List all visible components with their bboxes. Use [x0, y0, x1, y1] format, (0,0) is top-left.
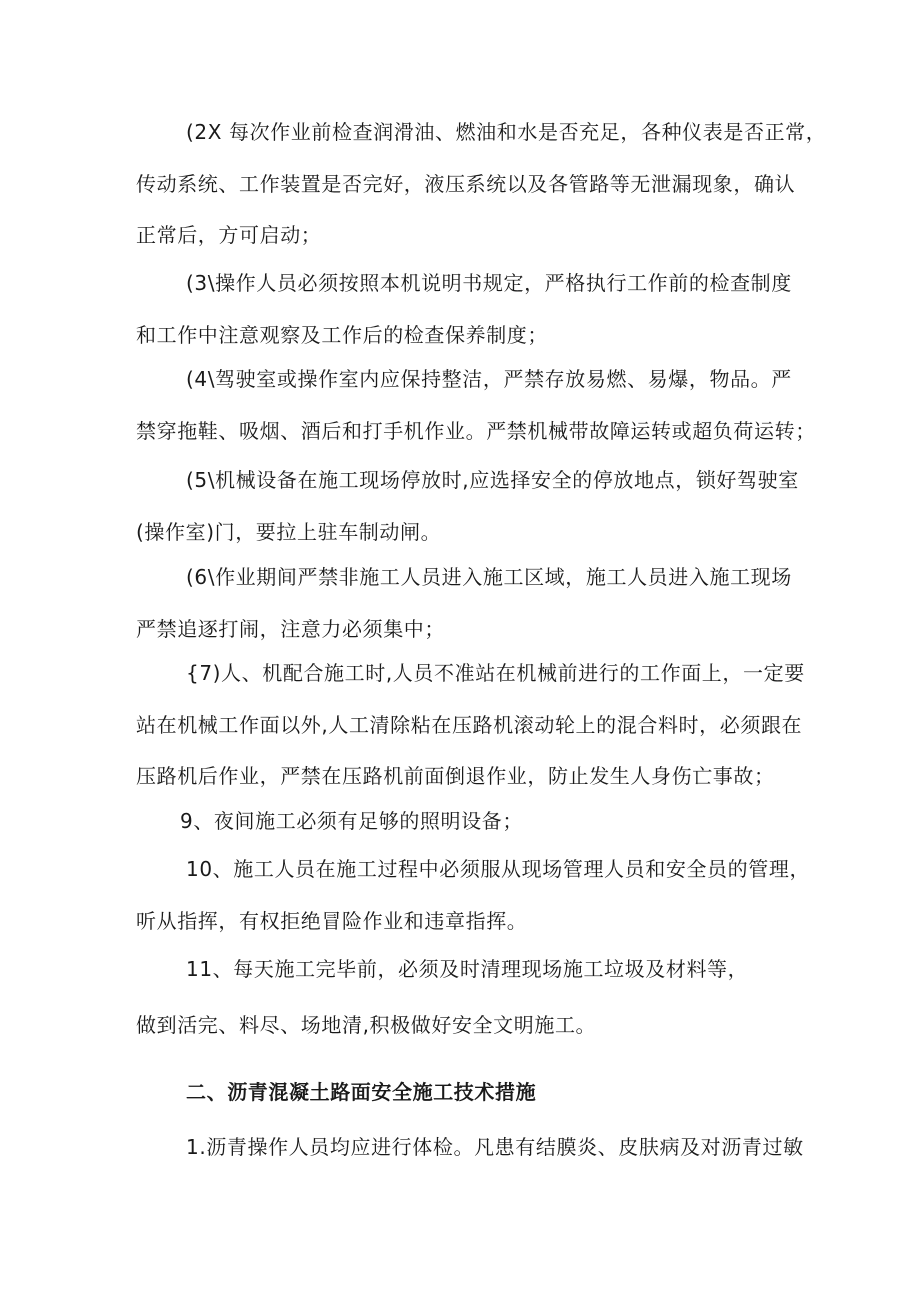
paragraph-7: [136, 648, 805, 803]
paragraph-5: [136, 455, 799, 558]
paragraph-10: [136, 844, 811, 947]
text-line: 传动系统、工作装置是否完好，液压系统以及各管路等无泄漏现象，确认: [136, 171, 796, 196]
text-line: (操作室)门，要拉上驻车制动闸。: [136, 519, 442, 544]
text-line: 正常后，方可启动；: [136, 223, 322, 247]
paragraph-3: [136, 258, 796, 361]
text-line: 做到活完、料尽、场地清,积极做好安全文明施工。: [136, 1013, 597, 1037]
text-line: 压路机后作业，严禁在压路机前面倒退作业，防止发生人身伤亡事故；: [136, 764, 775, 788]
text-line: (5\机械设备在施工现场停放时,应选择安全的停放地点，锁好驾驶室: [186, 468, 799, 492]
paragraph-11-continued: [136, 1000, 796, 1052]
paragraph-11: [136, 944, 796, 996]
paragraph-6: [136, 552, 796, 655]
paragraph-4: [136, 354, 816, 457]
text-line: 1.沥青操作人员均应进行体检。凡患有结膜炎、皮肤病及对沥青过敏: [186, 1135, 804, 1159]
text-line: 听从指挥，有权拒绝冒险作业和违章指挥。: [136, 908, 528, 933]
text-line: 10、施工人员在施工过程中必须服从现场管理人员和安全员的管理，: [186, 857, 811, 881]
text-line: 11、每天施工完毕前，必须及时清理现场施工垃圾及材料等，: [186, 957, 749, 981]
text-line: 严禁追逐打闹，注意力必须集中；: [136, 616, 445, 641]
paragraph-asphalt-1: [136, 1122, 804, 1174]
paragraph-9: [136, 796, 796, 848]
section-heading: 二、沥青混凝土路面安全施工技术措施: [186, 1080, 537, 1104]
text-line: (4\驾驶室或操作室内应保持整洁，严禁存放易燃、易爆，物品。严: [186, 367, 792, 391]
text-line: 站在机械工作面以外,人工清除粘在压路机滚动轮上的混合料时，必须跟在: [136, 712, 803, 737]
text-line: 禁穿拖鞋、吸烟、酒后和打手机作业。严禁机械带故障运转或超负荷运转；: [136, 418, 816, 443]
text-line: 9、夜间施工必须有足够的照明设备；: [180, 809, 523, 833]
text-line: {7)人、机配合施工时,人员不准站在机械前进行的工作面上，一定要: [186, 661, 805, 685]
text-line: (6\作业期间严禁非施工人员进入施工区域，施工人员进入施工现场: [186, 565, 792, 589]
text-line: (3\操作人员必须按照本机说明书规定，严格执行工作前的检查制度: [186, 271, 792, 295]
paragraph-2: [136, 107, 827, 262]
text-line: (2X 每次作业前检查润滑油、燃油和水是否充足，各种仪表是否正常，: [186, 120, 827, 144]
text-line: 和工作中注意观察及工作后的检查保养制度；: [136, 322, 548, 347]
